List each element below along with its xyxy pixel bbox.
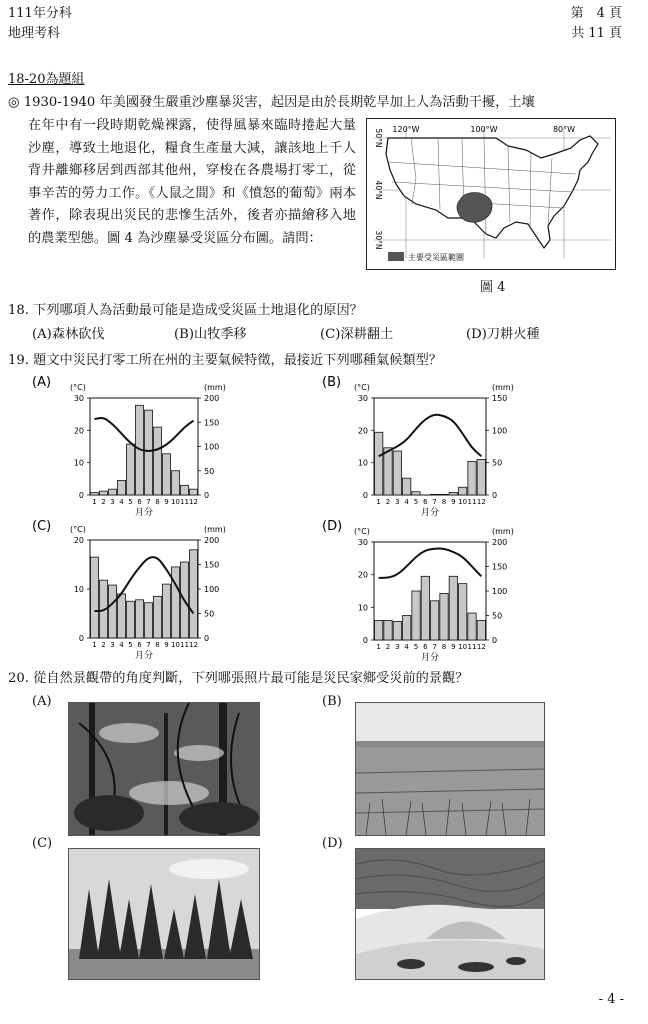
month-tick-label: 2 <box>385 498 391 506</box>
month-tick-label: 12 <box>189 641 198 649</box>
temp-unit-label: (°C) <box>354 527 370 536</box>
temp-tick-label: 10 <box>357 603 368 613</box>
rain-tick-label: 50 <box>492 611 503 621</box>
rain-bar <box>190 489 198 495</box>
rain-bar <box>100 491 108 495</box>
rain-bar <box>154 596 162 638</box>
rain-bar <box>163 584 171 638</box>
temp-unit-label: (°C) <box>70 383 86 392</box>
rain-bar <box>449 492 457 495</box>
temperature-line <box>379 549 482 578</box>
rain-tick-label: 0 <box>492 491 498 500</box>
month-tick-label: 7 <box>146 498 151 506</box>
rain-tick-label: 150 <box>492 562 508 572</box>
rain-bar <box>384 620 392 640</box>
legend-swatch <box>388 252 404 261</box>
month-tick-label: 1 <box>376 643 381 651</box>
rain-tick-label: 150 <box>204 560 220 570</box>
rain-bar <box>109 585 117 638</box>
rain-tick-label: 50 <box>204 609 215 619</box>
rain-unit-label: (mm) <box>204 525 226 534</box>
rain-bar <box>412 591 420 640</box>
rain-bar <box>421 576 429 640</box>
temp-tick-label: 0 <box>362 491 368 500</box>
section-title: 18-20為題組 <box>8 72 85 87</box>
month-tick-label: 8 <box>155 641 160 649</box>
rain-tick-label: 200 <box>492 538 508 547</box>
month-tick-label: 7 <box>146 641 151 649</box>
rain-tick-label: 100 <box>492 426 508 436</box>
rain-bar <box>403 478 411 495</box>
photo-desert <box>355 848 545 980</box>
rain-bar <box>145 603 153 638</box>
q18-option-b: (B)山牧季移 <box>174 327 247 342</box>
chart-label: (D) <box>322 519 343 534</box>
month-axis-label: 月分 <box>420 508 440 518</box>
climate-charts <box>0 372 648 672</box>
lat-label: 30°N <box>374 230 383 250</box>
month-tick-label: 2 <box>385 643 391 651</box>
lon-label: 100°W <box>470 125 498 134</box>
q18-option-a: (A)森林砍伐 <box>32 327 105 342</box>
month-tick-label: 1 <box>92 498 97 506</box>
rain-tick-label: 0 <box>204 491 210 500</box>
month-tick-label: 4 <box>404 643 409 651</box>
month-tick-label: 3 <box>110 641 115 649</box>
month-tick-label: 7 <box>432 643 437 651</box>
lat-label: 40°N <box>374 180 383 200</box>
rain-bar <box>375 620 383 640</box>
rain-bar <box>145 410 153 495</box>
month-tick-label: 9 <box>164 641 169 649</box>
rain-unit-label: (mm) <box>492 383 514 392</box>
temp-unit-label: (°C) <box>70 525 86 534</box>
dust-bowl-region <box>457 193 492 223</box>
rain-bar <box>91 493 99 495</box>
rain-bar <box>190 550 198 638</box>
q18-option-c: (C)深耕翻土 <box>320 327 394 342</box>
rain-bar <box>468 613 476 640</box>
q18-option-d: (D)刀耕火種 <box>466 327 540 342</box>
temperature-line <box>379 415 482 456</box>
rain-bar <box>431 601 439 640</box>
month-tick-label: 5 <box>128 498 133 506</box>
us-map-figure <box>366 118 616 270</box>
month-tick-label: 11 <box>467 498 477 506</box>
month-tick-label: 1 <box>376 498 381 506</box>
header-left-2: 地理考科 <box>8 26 61 41</box>
temp-tick-label: 10 <box>73 585 84 594</box>
month-tick-label: 12 <box>189 498 198 506</box>
month-tick-label: 9 <box>164 498 169 506</box>
month-tick-label: 5 <box>413 643 419 651</box>
rain-bar <box>440 494 448 495</box>
rain-unit-label: (mm) <box>204 383 226 392</box>
header-right-1: 第 4 頁 <box>570 6 622 21</box>
month-tick-label: 5 <box>128 641 133 649</box>
temperature-line <box>95 418 194 451</box>
rain-bar <box>431 494 439 495</box>
chart-label: (A) <box>32 375 52 390</box>
temp-tick-label: 20 <box>357 426 368 436</box>
month-tick-label: 4 <box>119 498 124 506</box>
rain-bar <box>459 584 467 640</box>
rain-bar <box>181 485 189 495</box>
month-tick-label: 8 <box>441 498 447 506</box>
rain-tick-label: 100 <box>204 442 220 452</box>
temp-tick-label: 10 <box>73 458 84 468</box>
rain-bar <box>412 492 420 495</box>
rain-bar <box>136 600 144 638</box>
photo-coniferous-forest <box>68 848 260 980</box>
month-tick-label: 9 <box>451 498 456 506</box>
intro-first-line: ◎ 1930-1940 年美國發生嚴重沙塵暴災害，起因是由於長期乾旱加上人為活動干擾，土壤 <box>8 95 535 110</box>
rain-tick-label: 0 <box>492 636 498 645</box>
photo-grassland <box>355 702 545 836</box>
chart-label: (C) <box>32 519 52 534</box>
temp-tick-label: 10 <box>357 458 368 468</box>
month-tick-label: 8 <box>441 643 447 651</box>
header-left-1: 111年分科 <box>8 6 72 21</box>
plot-frame <box>90 398 198 495</box>
question-18: 18. 下列哪項人為活動最可能是造成受災區土地退化的原因？ <box>8 303 363 318</box>
month-tick-label: 3 <box>395 498 400 506</box>
rain-bar <box>172 567 180 638</box>
month-tick-label: 5 <box>413 498 419 506</box>
rain-bar <box>403 616 411 641</box>
header-right-2: 共 11 頁 <box>571 26 622 41</box>
rain-bar <box>384 448 392 495</box>
rain-unit-label: (mm) <box>492 527 514 536</box>
month-tick-label: 10 <box>458 498 468 506</box>
rain-tick-label: 50 <box>204 466 215 476</box>
month-tick-label: 4 <box>404 498 409 506</box>
month-tick-label: 11 <box>180 498 189 506</box>
month-tick-label: 6 <box>137 641 142 649</box>
month-tick-label: 3 <box>110 498 115 506</box>
temp-tick-label: 30 <box>357 538 368 547</box>
month-axis-label: 月分 <box>420 653 440 663</box>
rain-tick-label: 100 <box>492 587 508 596</box>
rain-bar <box>118 480 126 495</box>
temp-tick-label: 0 <box>78 634 84 643</box>
rain-bar <box>459 487 467 495</box>
month-tick-label: 7 <box>432 498 437 506</box>
month-axis-label: 月分 <box>134 651 154 661</box>
month-tick-label: 2 <box>101 641 106 649</box>
rain-tick-label: 150 <box>204 418 220 428</box>
rain-bar <box>163 454 171 495</box>
intro-paragraph: 在年中有一段時期乾燥裸露，使得風暴來臨時捲起大量沙塵，導致土地退化，糧食生產量大減，讓該地上千人背井離鄉移居到西部其他州，穿梭在各農場打零工，從事辛苦的勞力工作。《人鼠之間》和《憤怒的葡萄》兩本著作，除表現出災民的悲慘生活外，後者亦描繪移入地的農業型態。圖 4 為沙塵暴受災區分布圖。請問： <box>28 118 356 246</box>
rain-bar <box>109 489 117 495</box>
rain-bar <box>393 451 401 495</box>
rain-bar <box>375 432 383 495</box>
month-tick-label: 3 <box>395 643 400 651</box>
lon-label: 120°W <box>392 125 420 134</box>
month-tick-label: 11 <box>467 643 477 651</box>
rain-tick-label: 50 <box>492 458 503 468</box>
month-tick-label: 12 <box>476 498 486 506</box>
temp-tick-label: 30 <box>73 394 84 403</box>
question-20: 20. 從自然景觀帶的角度判斷，下列哪張照片最可能是災民家鄉受災前的景觀？ <box>8 671 469 686</box>
month-tick-label: 10 <box>458 643 468 651</box>
month-tick-label: 1 <box>92 641 97 649</box>
temp-tick-label: 20 <box>357 570 368 580</box>
question-19: 19. 題文中災民打零工所在州的主要氣候特徵，最接近下列哪種氣候類型？ <box>8 353 442 368</box>
rain-bar <box>477 620 485 640</box>
rain-bar <box>91 557 99 638</box>
rain-bar <box>440 593 448 640</box>
chart-label: (B) <box>322 375 342 390</box>
figure-caption: 圖 4 <box>480 280 506 295</box>
month-axis-label: 月分 <box>134 508 154 518</box>
photo-label-d: (D) <box>322 836 343 851</box>
rain-bar <box>127 601 135 638</box>
rain-tick-label: 150 <box>492 394 508 403</box>
month-tick-label: 6 <box>137 498 142 506</box>
photo-label-a: (A) <box>32 694 52 709</box>
month-tick-label: 12 <box>476 643 486 651</box>
temp-unit-label: (°C) <box>354 383 370 392</box>
month-tick-label: 6 <box>423 643 428 651</box>
rain-tick-label: 200 <box>204 394 220 403</box>
month-tick-label: 11 <box>180 641 189 649</box>
rain-bar <box>118 594 126 638</box>
photo-label-c: (C) <box>32 836 53 851</box>
rain-bar <box>154 427 162 495</box>
month-tick-label: 10 <box>171 641 180 649</box>
rain-bar <box>477 459 485 495</box>
month-tick-label: 9 <box>451 643 456 651</box>
rain-bar <box>393 621 401 640</box>
rain-bar <box>449 576 457 640</box>
temp-tick-label: 0 <box>362 636 368 645</box>
month-tick-label: 4 <box>119 641 124 649</box>
month-tick-label: 8 <box>155 498 160 506</box>
rain-tick-label: 200 <box>204 536 220 545</box>
rain-bar <box>127 444 135 495</box>
month-tick-label: 10 <box>171 498 180 506</box>
temp-tick-label: 0 <box>78 491 84 500</box>
page-number: - 4 - <box>598 992 624 1007</box>
rain-bar <box>468 461 476 495</box>
legend-text: 主要受災區範圍 <box>408 253 464 262</box>
rain-tick-label: 0 <box>204 634 210 643</box>
rain-tick-label: 100 <box>204 585 220 594</box>
photo-rainforest <box>68 702 260 836</box>
month-tick-label: 6 <box>423 498 428 506</box>
temp-tick-label: 20 <box>73 426 84 436</box>
rain-bar <box>172 471 180 495</box>
lat-label: 50°N <box>374 128 383 148</box>
temp-tick-label: 30 <box>357 394 368 403</box>
month-tick-label: 2 <box>101 498 106 506</box>
temp-tick-label: 20 <box>73 536 84 545</box>
lon-label: 80°W <box>552 125 576 134</box>
photo-label-b: (B) <box>322 694 342 709</box>
